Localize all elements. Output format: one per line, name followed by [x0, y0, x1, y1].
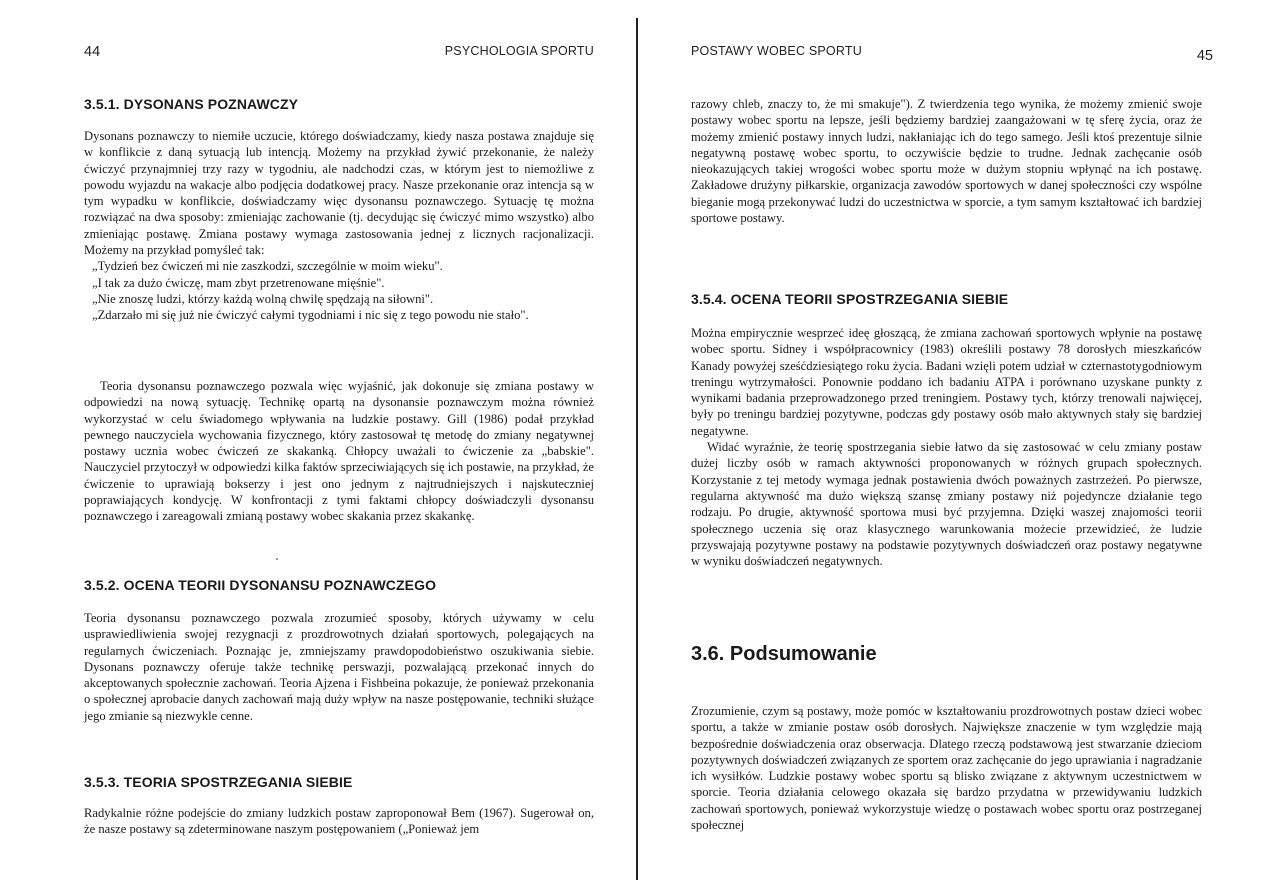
chapter-summary-heading: 3.6. Podsumowanie	[691, 643, 877, 665]
section-heading: 3.5.2. OCENA TEORII DYSONANSU POZNAWCZEGO	[84, 577, 437, 593]
section-heading: 3.5.3. TEORIA SPOSTRZEGANIA SIEBIE	[84, 774, 353, 790]
quote-item: „Tydzień bez ćwiczeń mi nie zaszkodzi, szczególnie w moim wieku".	[92, 259, 443, 274]
book-gutter	[636, 18, 638, 880]
quote-list	[84, 258, 594, 323]
section-3-5-1	[84, 96, 594, 112]
section-3-5-2-body	[84, 610, 594, 724]
print-speck	[276, 558, 278, 560]
section-3-5-4	[691, 291, 1202, 307]
paragraph: Dysonans poznawczy to niemiłe uczucie, którego doświadczamy, kiedy nasza postawa znajduje się w konflikcie z daną sytuacją lub intencją. Możemy na przykład żywić przekonanie, że należy ćwiczyć przynajmniej trzy razy w tygodniu, ale nadchodzi czas, w którym jest to niemożliwe z powodu wyjazdu na wakacje albo podjęcia dodatkowej pracy. Nasze przekonanie oraz intencja są w tym wypadku w konflikcie, doświadczamy więc dysonansu poznawczego. Sytuację tę można rozwiązać na dwa sposoby: zmieniając zachowanie (tj. decydując się ćwiczyć mimo wszystko) albo zmieniając postawę. Zmiana postawy wymaga zastosowania jednej z licznych racjonalizacji. Możemy na przykład pomyśleć tak:	[84, 129, 594, 258]
quote-item: „Nie znoszę ludzi, którzy każdą wolną chwilę spędzają na siłowni".	[92, 291, 434, 306]
paragraph: razowy chleb, znaczy to, że mi smakuje"). Z twierdzenia tego wynika, że możemy zmienić swoje postawy wobec sportu na lepsze, jeśli będziemy bardziej zaangażowani w tę sferę życia, oraz że możemy zmienić postawy innych ludzi, nakłaniając ich do tego samego. Jeśli ktoś prezentuje silnie negatywną postawę wobec sportu, to oczywiście będzie to trudne. Jednak zachęcanie osób nieokazujących takiej wrogości wobec sportu może w dużym stopniu wpłynąć na ich postawę. Zakładowe drużyny piłkarskie, organizacja zawodów sportowych w danej społeczności czy wspólne bieganie mogą przekonywać ludzi do uczestnictwa w sporcie, a tym samym kształtować ich bardziej sportowe postawy.	[691, 97, 1202, 226]
section-3-5-2	[84, 577, 594, 593]
paragraph: Zrozumienie, czym są postawy, może pomóc w kształtowaniu prozdrowotnych postaw dzieci wobec sportu, a także w zmianie postaw osób dorosłych. Największe znaczenie w tym względzie mają bezpośrednie doświadczenia oraz obserwacja. Dlatego rzeczą podstawową jest stwarzanie dzieciom pozytywnych doświadczeń związanych ze sportem oraz zachęcanie do jego uprawiania i nagradzanie ich wysiłków. Ludzkie postawy wobec sportu są blisko związane z aktywnym uczestnictwem w sporcie. Teoria działania celowego okazała się bardzo przydatna w przewidywaniu ludzkich zachowań sportowych, ponieważ wykorzystuje wiedzę o postawach wobec sportu oraz postrzeganej społecznej	[691, 704, 1202, 833]
section-3-6-body	[691, 703, 1202, 833]
paragraph: Radykalnie różne podejście do zmiany ludzkich postaw zaproponował Bem (1967). Sugerował on, że nasze postawy są zdeterminowane naszym postępowaniem („Ponieważ jem	[84, 806, 594, 837]
page-number-left: 44	[84, 44, 101, 60]
section-heading: 3.5.1. DYSONANS POZNAWCZY	[84, 96, 299, 112]
section-3-5-1-body-2	[84, 378, 594, 525]
paragraph: Teoria dysonansu poznawczego pozwala zrozumieć sposoby, których używamy w celu usprawiedliwienia swojej rezygnacji z prozdrowotnych działań sportowych, polegających na regularnych ćwiczeniach. Poznając je, zmniejszamy prawdopodobieństwo oszukiwania siebie. Dysonans poznawczy oferuje także technikę perswazji, pozwalającą przekonać innych do akceptowanych społecznie zachowań. Teoria Ajzena i Fishbeina pokazuje, że ponieważ przekonania o społecznej aprobacie danych zachowań mają duży wpływ na nasze postępowanie, techniki służące jego zmianie są niezwykle cenne.	[84, 611, 594, 723]
paragraph: Teoria dysonansu poznawczego pozwala więc wyjaśnić, jak dokonuje się zmiana postawy w odpowiedzi na nową sytuację. Technikę opartą na dysonansie poznawczym można również wykorzystać w celu świadomego wpływania na ludzkie postawy. Gill (1986) podał przykład pewnego nauczyciela wychowania fizycznego, który zastosował tę metodę do zmiany negatywnej postawy ucznia wobec ćwiczeń ze skakanką. Chłopcy uważali to ćwiczenie za „babskie". Nauczyciel przytoczył w odpowiedzi kilka faktów sprzeciwiających się ich postawie, na przykład, że ćwiczenie to uprawiają bokserzy i jest ono jednym z najtrudniejszych i najskuteczniej poprawiających kondycję. W konfrontacji z tymi faktami chłopcy doświadczyli dysonansu poznawczego i zareagowali zmianą postawy wobec skakania przez skakankę.	[84, 379, 594, 524]
paragraph: Można empirycznie wesprzeć ideę głoszącą, że zmiana zachowań sportowych wpłynie na postawę wobec sportu. Sidney i współpracownicy (1983) określili postawy 78 dorosłych mieszkańców Kanady powyżej sześćdziesiątego roku życia. Badani wzięli potem udział w czternastotygodniowym treningu wytrzymałości. Ponownie poddano ich badaniu ATPA i porównano uzyskane punkty z wynikami badania przeprowadzonego przed treningiem. Postawy tych, którzy trenowali najwięcej, były po treningu bardziej pozytywne, podczas gdy postawy osób mało aktywnych stały się bardziej negatywne.	[691, 326, 1202, 438]
running-head-right: POSTAWY WOBEC SPORTU	[691, 44, 862, 58]
section-3-5-3	[84, 774, 594, 790]
paragraph: Widać wyraźnie, że teorię spostrzegania siebie łatwo da się zastosować w celu zmiany postaw dużej liczby osób w ramach aktywności proponowanych w różnych grupach społecznych. Korzystanie z tej metody wymaga jednak postawienia dwóch poważnych zastrzeżeń. Po pierwsze, regularna aktywność ma dużo większą szansę zmiany postawy niż pojedyncze działanie tego rodzaju. Po drugie, aktywność sportowa musi być przyjemna. Dzięki waszej znajomości teorii społecznego uczenia się oraz klasycznego warunkowania możecie przewidzieć, że ludzie przyswajają pozytywne postawy na podstawie pozytywnych doświadczeń oraz postawy negatywne w wyniku doświadczeń negatywnych.	[691, 440, 1202, 569]
running-head-left: PSYCHOLOGIA SPORTU	[444, 44, 594, 58]
section-3-5-4-body	[691, 325, 1202, 569]
quote-item: „I tak za dużo ćwiczę, mam zbyt przetrenowane mięśnie".	[92, 275, 385, 290]
section-heading: 3.5.4. OCENA TEORII SPOSTRZEGANIA SIEBIE	[691, 291, 1009, 307]
section-3-6	[691, 643, 1202, 666]
section-3-5-1-body	[84, 128, 594, 324]
continuation-text	[691, 96, 1202, 226]
page-number-right: 45	[1196, 48, 1213, 64]
section-3-5-3-body	[84, 805, 594, 838]
right-page	[640, 0, 1263, 893]
quote-item: „Zdarzało mi się już nie ćwiczyć całymi tygodniami i nic się z tego powodu nie stało".	[92, 308, 529, 323]
